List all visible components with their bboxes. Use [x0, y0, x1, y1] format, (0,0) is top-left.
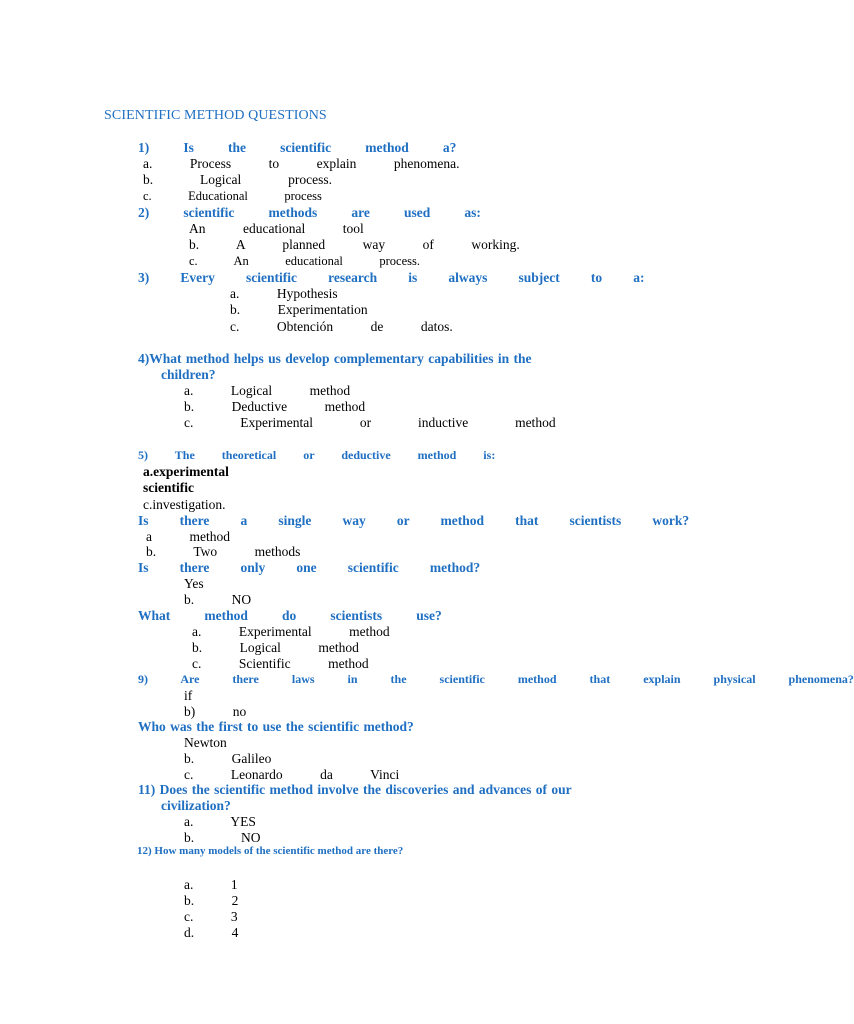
question-11-line-1: 11) Does the scientific method involve the discoveries and advances of our	[138, 782, 572, 797]
q2-option-a: An educational tool	[189, 221, 364, 236]
question-8: What method do scientists use?	[138, 608, 442, 623]
q5-option-b: scientific	[143, 480, 194, 495]
q1-option-a: a. Process to explain phenomena.	[143, 156, 460, 171]
q7-option-a: Yes	[184, 576, 204, 591]
q12-option-d: d. 4	[184, 925, 239, 940]
question-1: 1) Is the scientific method a?	[138, 140, 457, 155]
q3-option-b: b. Experimentation	[230, 302, 368, 317]
question-2: 2) scientific methods are used as:	[138, 205, 481, 220]
q7-option-b: b. NO	[184, 592, 252, 607]
q8-option-c: c. Scientific method	[192, 656, 369, 671]
q5-option-a: a.experimental	[143, 464, 229, 479]
q9-option-b: b) no	[184, 704, 247, 719]
q5-option-c: c.investigation.	[143, 497, 226, 512]
question-3: 3) Every scientific research is always subject to a:	[138, 270, 645, 285]
q1-option-b: b. Logical process.	[143, 172, 332, 187]
question-5: 5) The theoretical or deductive method is:	[138, 448, 496, 462]
q12-option-c: c. 3	[184, 909, 238, 924]
question-4-line-1: 4)What method helps us develop complementary capabilities in the	[138, 351, 532, 366]
q10-option-c: c. Leonardo da Vinci	[184, 767, 400, 782]
q4-option-a: a. Logical method	[184, 383, 351, 398]
q1-option-c: c. Educational process	[143, 189, 322, 203]
q4-option-b: b. Deductive method	[184, 399, 366, 414]
question-9: 9) Are there laws in the scientific method that explain physical phenomena?	[138, 672, 854, 686]
q11-option-b: b. NO	[184, 830, 261, 845]
question-6: Is there a single way or method that scientists work?	[138, 513, 690, 528]
question-7: Is there only one scientific method?	[138, 560, 481, 575]
q2-option-c: c. An educational process.	[189, 254, 420, 268]
q3-option-c: c. Obtención de datos.	[230, 319, 453, 334]
q12-option-a: a. 1	[184, 877, 238, 892]
question-4-line-2: children?	[161, 367, 216, 382]
question-11-line-2: civilization?	[161, 798, 231, 813]
q11-option-a: a. YES	[184, 814, 256, 829]
q9-option-a: if	[184, 688, 193, 703]
q12-option-b: b. 2	[184, 893, 239, 908]
q2-option-b: b. A planned way of working.	[189, 237, 520, 252]
q6-option-a: a method	[146, 529, 230, 544]
q8-option-a: a. Experimental method	[192, 624, 390, 639]
question-12: 12) How many models of the scientific method are there?	[137, 845, 404, 857]
q3-option-a: a. Hypothesis	[230, 286, 338, 301]
q10-option-b: b. Galileo	[184, 751, 272, 766]
question-10: Who was the first to use the scientific method?	[138, 719, 414, 734]
document-title: SCIENTIFIC METHOD QUESTIONS	[104, 108, 327, 123]
q8-option-b: b. Logical method	[192, 640, 359, 655]
q4-option-c: c. Experimental or inductive method	[184, 415, 556, 430]
q6-option-b: b. Two methods	[146, 544, 301, 559]
q10-option-a: Newton	[184, 735, 227, 750]
